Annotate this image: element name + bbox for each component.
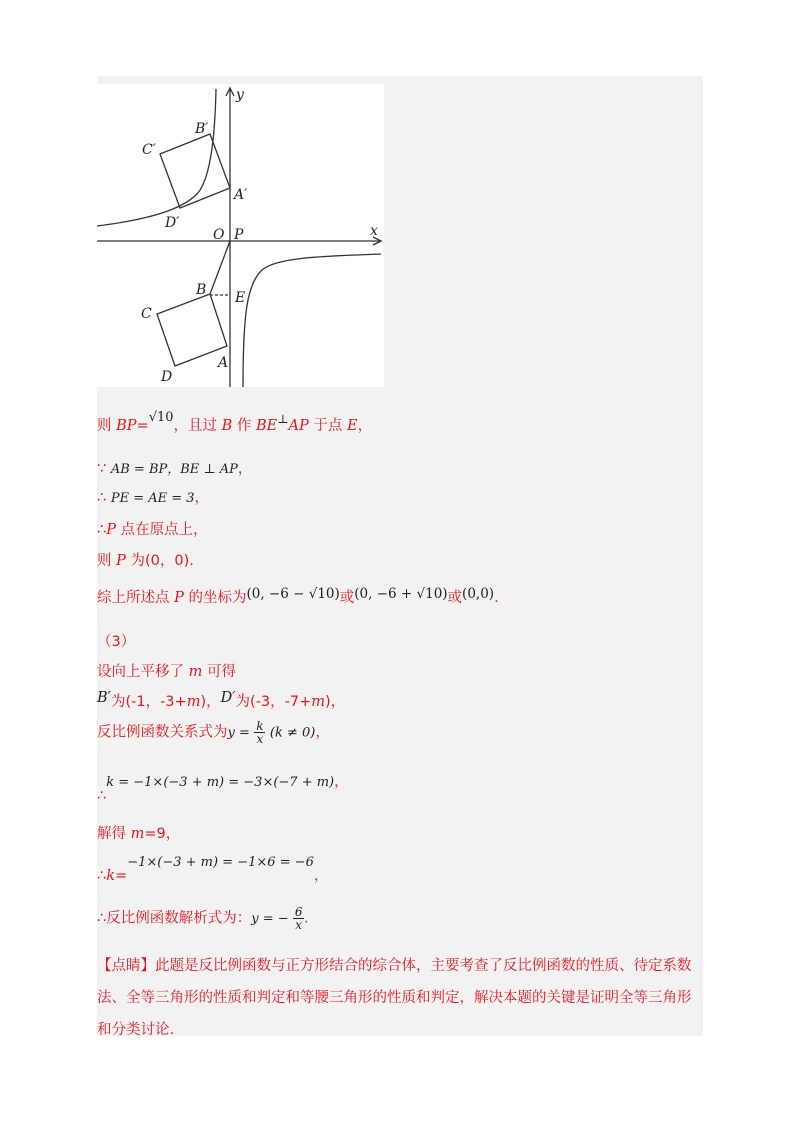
label-d-prime: D′ [165,215,180,231]
key-point-comment: 【点睛】此题是反比例函数与正方形结合的综合体，主要考查了反比例函数的性质、待定系数法、全等三角形的性质和判定和等腰三角形的性质和判定，解决本题的关键是证明全等三角形和分类讨论. [97,958,692,1038]
solution-line-4: ∴P 点在原点上， [97,522,208,538]
solution-line-14: ∴反比例函数解析式为：y = − $\frac{6}{x}$ . [97,905,309,932]
solution-line-12: 解得 m=9， [97,826,181,842]
label-e: E [235,290,246,306]
solution-line-11: ∴k = −1×(−3 + m) = −3×(−7 + m)， [97,774,349,804]
solution-line-1: 则 BP=√10，且过 B 作 BE⊥AP 于点 E， [97,410,373,434]
fraction-6-over-x: $\frac{6}{x}$ [294,905,303,932]
fraction-k-over-x: $\frac{k}{x}$ [256,719,264,746]
label-a-prime: A′ [234,187,248,203]
label-d: D [161,369,173,385]
solution-line-9: B′为(-1，-3+m)，D′为(-3，-7+m)， [97,690,346,710]
solution-line-2: ∵ AB = BP，BE ⊥ AP， [97,461,253,477]
solution-line-6: 综上所述点 P 的坐标为(0, −6 − √10)或(0, −6 + √10)或(0,0). [97,586,499,606]
solution-line-13: ∴k=−1×(−3 + m) = −1×6 = −6， [97,855,329,884]
label-b: B [196,282,207,298]
solution-line-5: 则 P 为(0，0). [97,553,194,569]
label-c-prime: C′ [142,142,156,158]
label-c: C [141,306,152,322]
square-lower [157,294,227,366]
solution-line-10: 反比例函数关系式为y = $\frac{k}{x}$ (k ≠ 0)， [97,719,330,746]
solution-line-8: 设向上平移了 m 可得 [97,664,236,680]
hyperbola-upper-left [97,89,216,226]
label-o: O [213,227,225,243]
label-y: y [236,87,244,103]
part-3-label: （3） [97,634,136,650]
segment-bp [210,241,230,294]
label-a: A [218,355,229,371]
square-upper [160,134,230,208]
label-x: x [370,223,378,239]
solution-line-3: ∴ PE = AE = 3， [97,490,210,506]
label-p: P [234,227,244,243]
label-b-prime: B′ [195,121,209,137]
coordinate-figure [97,84,384,387]
hyperbola-lower-right [243,254,381,387]
